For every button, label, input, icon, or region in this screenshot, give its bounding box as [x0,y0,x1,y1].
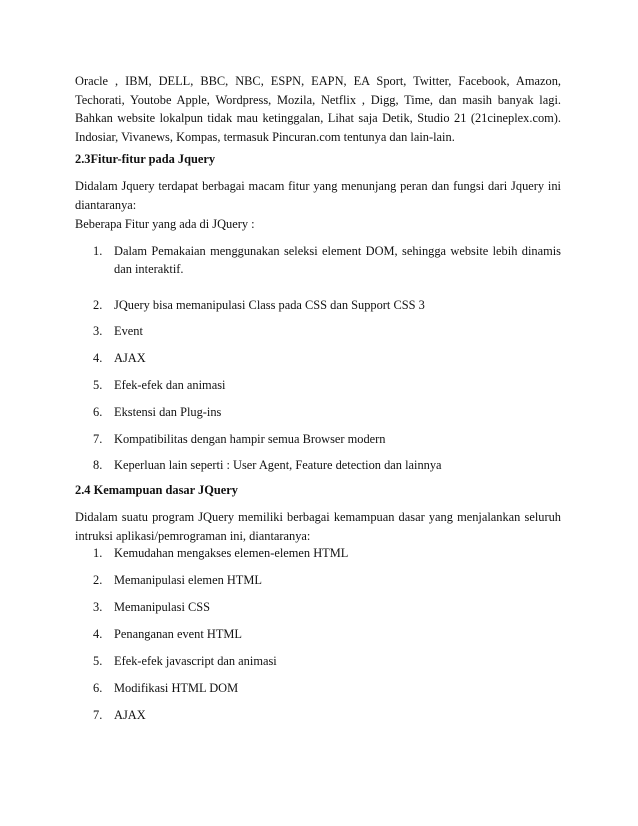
list-item [93,652,561,670]
section1-paragraph: Didalam Jquery terdapat berbagai macam fitur yang menunjang peran dan fungsi dari Jquery ini diantaranya: [75,179,561,212]
list-item-number: 5. [93,378,103,392]
list-item-number: 2. [93,573,103,587]
list-item-number: 3. [93,324,103,338]
list-item [93,376,561,394]
list-item-text: JQuery bisa memanipulasi Class pada CSS dan Support CSS 3 [114,298,425,312]
list-item [93,598,561,616]
list-item-text: Event [114,324,143,338]
list-item-number: 1. [93,244,103,258]
list-item [93,679,561,697]
list-item-number: 1. [93,546,103,560]
intro-paragraph: Oracle , IBM, DELL, BBC, NBC, ESPN, EAPN, EA Sport, Twitter, Facebook, Amazon, Techorati, Youtobe Apple, Wordpress, Mozila, Netflix , Digg, Time, dan masih banyak lagi. Bahkan website lokalpun tidak mau ketinggalan, Lihat saja Detik, Studio 21 (21cineplex.com). Indosiar, Vivanews, Kompas, termasuk Pincuran.com tentunya dan lain-lain. [75,74,561,144]
list-item-number: 3. [93,600,103,614]
list-item [93,430,561,448]
list-item [93,706,561,724]
list-item-text: Penanganan event HTML [114,627,242,641]
list-item-text: Kemudahan mengakses elemen-elemen HTML [114,546,349,560]
list-item-text: Dalam Pemakaian menggunakan seleksi element DOM, sehingga website lebih dinamis dan interaktif. [114,244,561,276]
list-item [93,456,561,474]
list-item [93,403,561,421]
list-item-text: AJAX [114,351,146,365]
list-item [93,242,561,278]
list-item-text: Ekstensi dan Plug-ins [114,405,222,419]
list-item-text: AJAX [114,708,146,722]
list-item-number: 8. [93,458,103,472]
list-item-number: 5. [93,654,103,668]
list-item-number: 7. [93,432,103,446]
list-item-number: 2. [93,298,103,312]
list-item-text: Modifikasi HTML DOM [114,681,239,695]
section-heading-fitur: 2.3Fitur-fitur pada Jquery [75,152,216,166]
list-item-text: Keperluan lain seperti : User Agent, Feature detection dan lainnya [114,458,442,472]
list-item [93,296,561,314]
list-item [93,625,561,643]
list-item-text: Memanipulasi CSS [114,600,211,614]
list-item [93,322,561,340]
section-heading-kemampuan: 2.4 Kemampuan dasar JQuery [75,483,238,497]
list-item-number: 4. [93,351,103,365]
list-item-text: Efek-efek javascript dan animasi [114,654,277,668]
list-item-number: 4. [93,627,103,641]
list-item-number: 7. [93,708,103,722]
list-item-number: 6. [93,681,103,695]
list-item-text: Memanipulasi elemen HTML [114,573,262,587]
section1-lead: Beberapa Fitur yang ada di JQuery : [75,217,255,231]
list-item-text: Kompatibilitas dengan hampir semua Browser modern [114,432,386,446]
section2-paragraph: Didalam suatu program JQuery memiliki berbagai kemampuan dasar yang menjalankan seluruh intruksi aplikasi/pemrograman ini, diantaranya: [75,510,561,543]
list-item-text: Efek-efek dan animasi [114,378,226,392]
list-item [93,544,561,562]
list-item [93,571,561,589]
list-item-number: 6. [93,405,103,419]
list-item [93,349,561,367]
